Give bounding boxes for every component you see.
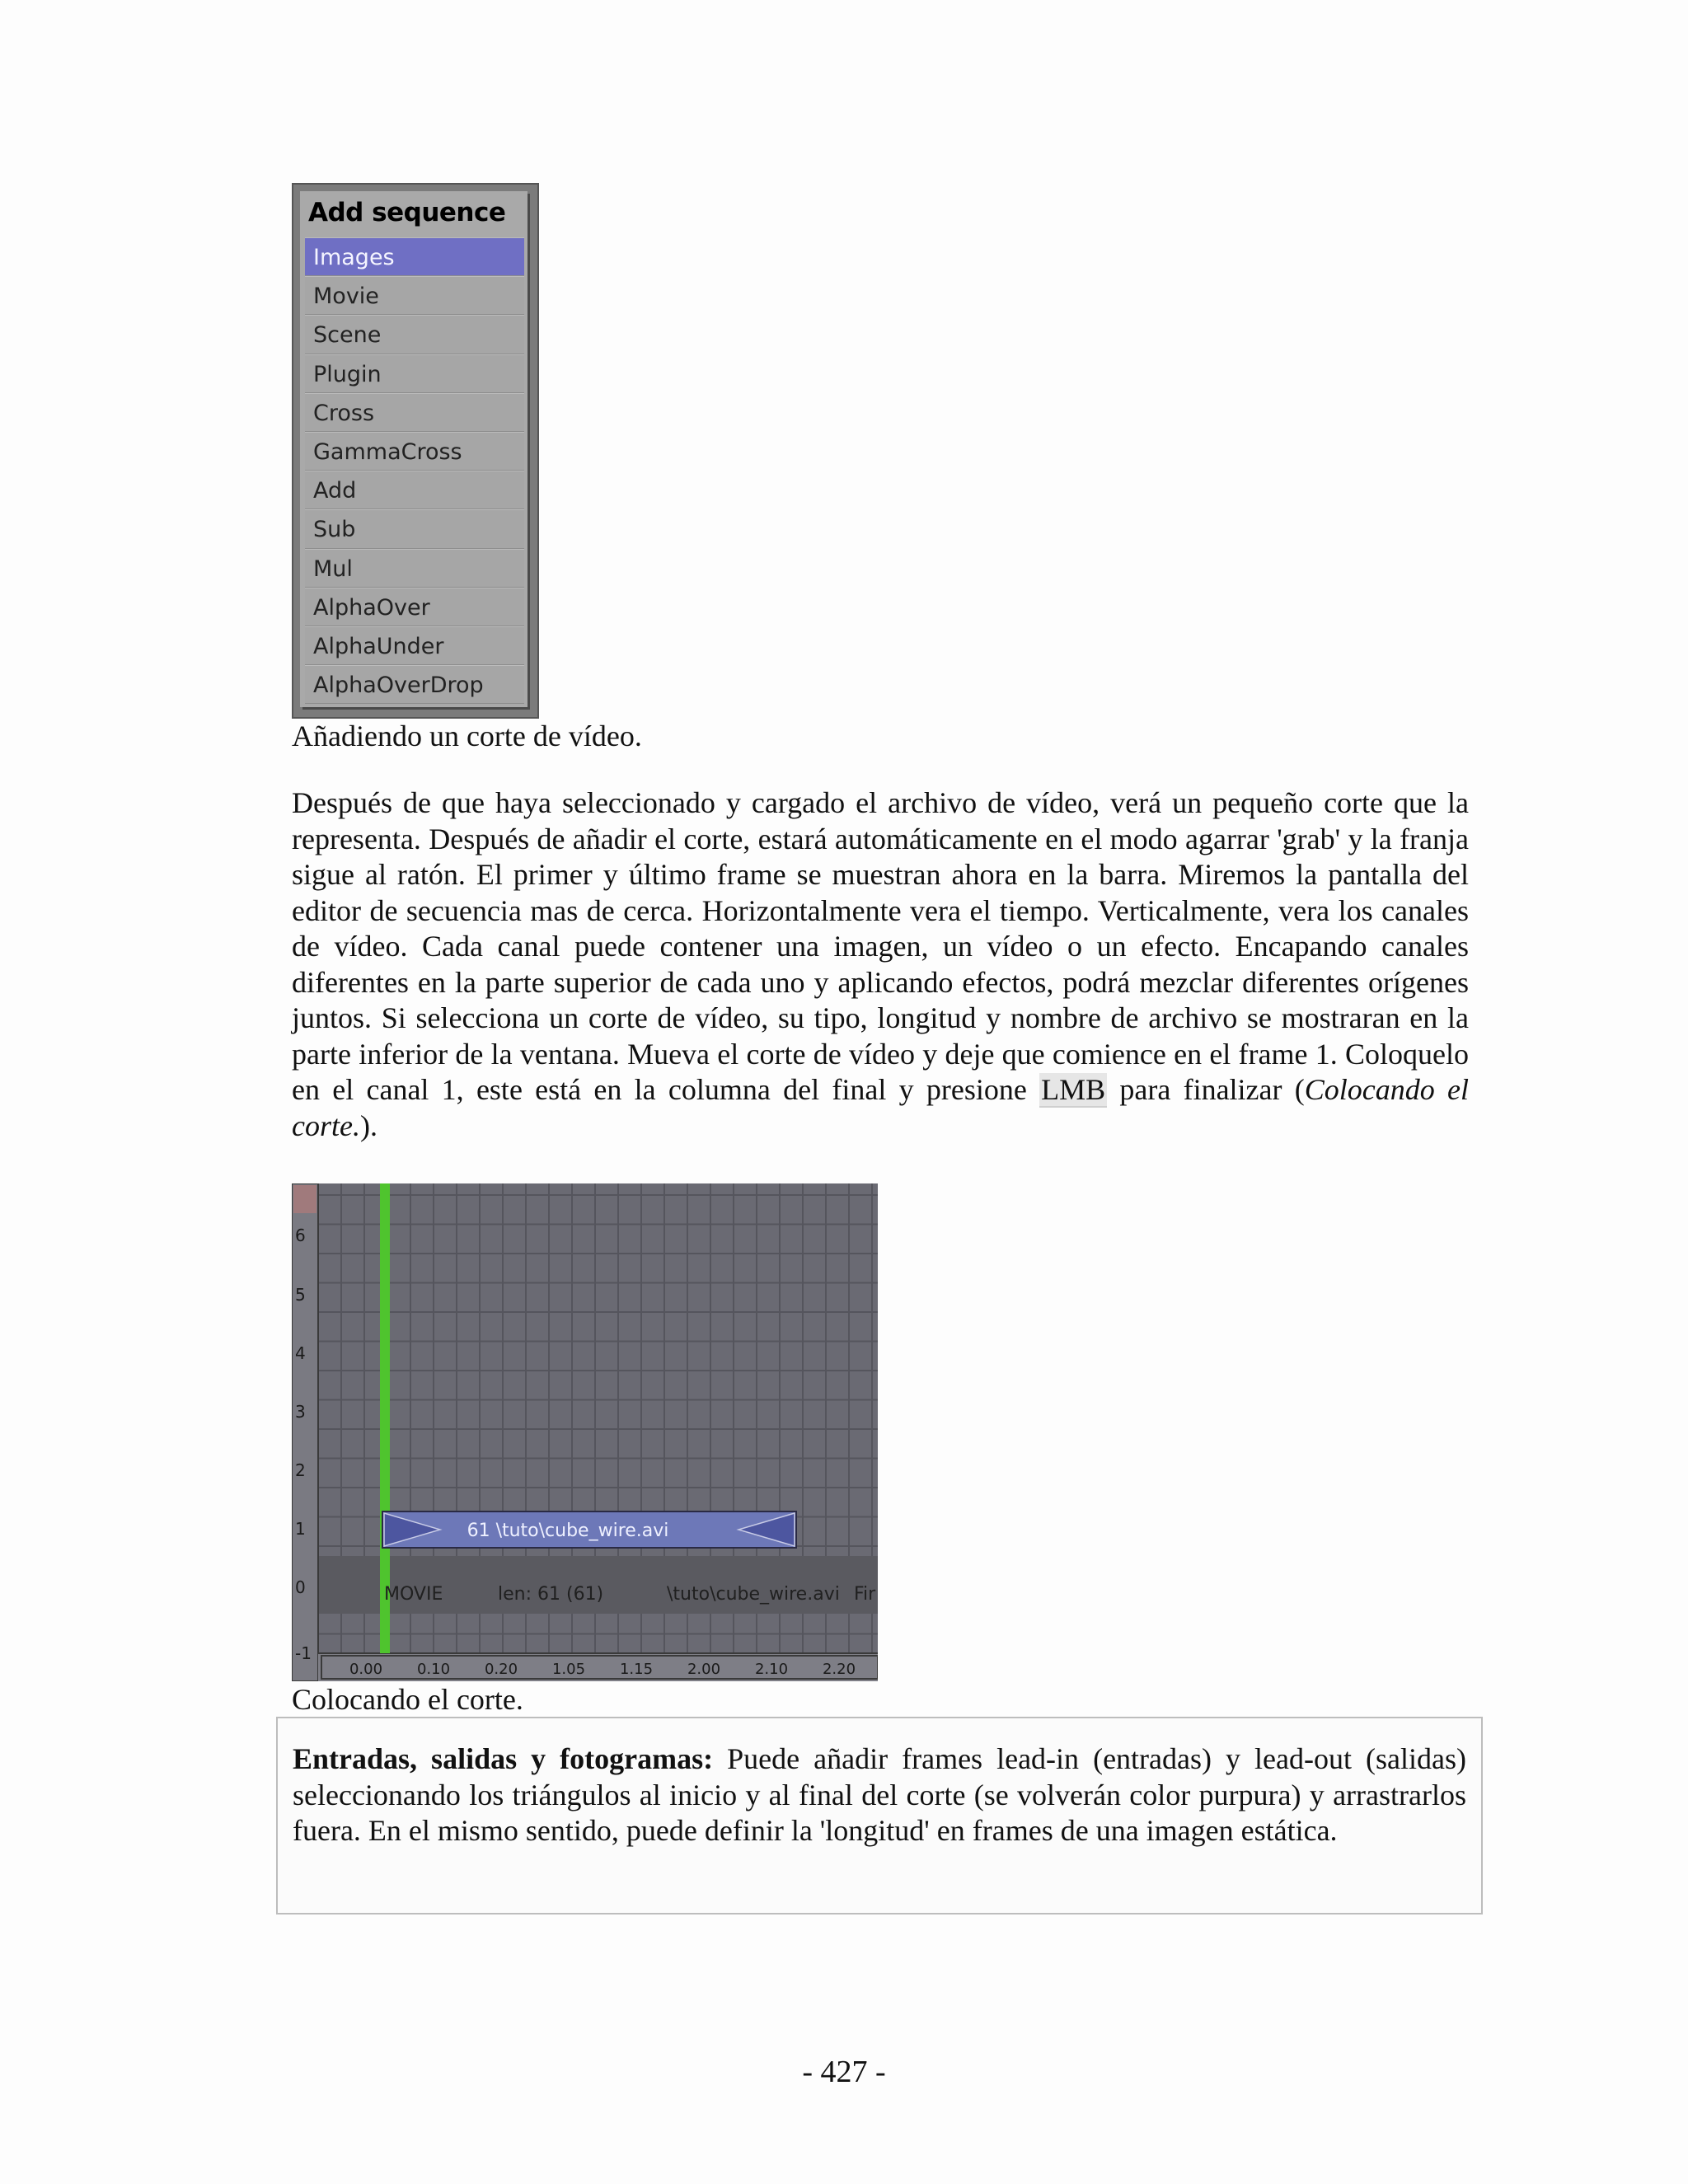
channel-label: 1 bbox=[295, 1519, 306, 1539]
time-label: 2.00 bbox=[687, 1661, 721, 1678]
channel-label: 3 bbox=[295, 1402, 306, 1422]
time-label: 1.05 bbox=[551, 1661, 586, 1678]
menu-title: Add sequence bbox=[308, 198, 506, 227]
channel-label: 0 bbox=[295, 1577, 306, 1597]
menu-item-movie[interactable]: Movie bbox=[305, 276, 524, 315]
menu-items bbox=[305, 237, 524, 704]
body-paragraph bbox=[292, 785, 1469, 1144]
channel-label: 4 bbox=[295, 1343, 306, 1363]
time-label: 2.20 bbox=[822, 1661, 856, 1678]
menu-item-images[interactable]: Images bbox=[305, 237, 524, 276]
note-box bbox=[276, 1717, 1483, 1915]
channel-label: -1 bbox=[295, 1643, 312, 1663]
sequence-editor[interactable] bbox=[292, 1183, 878, 1681]
time-label: 1.15 bbox=[619, 1661, 654, 1678]
time-label: 0.00 bbox=[349, 1661, 383, 1678]
menu-item-alphaover[interactable]: AlphaOver bbox=[305, 588, 524, 626]
channel-ruler bbox=[292, 1183, 318, 1681]
figure-caption-2: Colocando el corte. bbox=[292, 1683, 523, 1716]
menu-item-alphaunder[interactable]: AlphaUnder bbox=[305, 626, 524, 665]
figure-caption-1: Añadiendo un corte de vídeo. bbox=[292, 719, 642, 752]
menu-item-cross[interactable]: Cross bbox=[305, 393, 524, 432]
info-filename: \tuto\cube_wire.avi bbox=[667, 1584, 840, 1605]
menu-item-mul[interactable]: Mul bbox=[305, 549, 524, 588]
time-label: 0.20 bbox=[484, 1661, 518, 1678]
note-label: Entradas, salidas y fotogramas: bbox=[293, 1742, 714, 1775]
info-more: Fir bbox=[854, 1584, 876, 1605]
note-body: Puede añadir frames lead-in (entradas) y lead-out (salidas) seleccionando los triángulos al inicio y al final del corte (se volverán color purpura) y arrastrarlos fuera. En el mismo sentido, puede definir la 'longitud' en frames de una imagen estática. bbox=[293, 1742, 1466, 1847]
lmb-key: LMB bbox=[1041, 1073, 1106, 1106]
time-ruler bbox=[318, 1653, 878, 1681]
menu-item-alphaoverdrop[interactable]: AlphaOverDrop bbox=[305, 665, 524, 704]
menu-item-scene[interactable]: Scene bbox=[305, 315, 524, 354]
paragraph-after: para finalizar ( bbox=[1107, 1073, 1305, 1106]
ruler-top-marker bbox=[293, 1185, 316, 1213]
page-number: - 427 - bbox=[802, 2055, 886, 2089]
time-label: 0.10 bbox=[416, 1661, 451, 1678]
movie-strip bbox=[382, 1511, 796, 1548]
strip-label: 61 \tuto\cube_wire.avi bbox=[467, 1521, 669, 1541]
menu-item-plugin[interactable]: Plugin bbox=[305, 354, 524, 393]
paragraph-end: ). bbox=[359, 1108, 377, 1142]
time-label: 2.10 bbox=[754, 1661, 789, 1678]
channel-label: 2 bbox=[295, 1460, 306, 1480]
info-type: MOVIE bbox=[384, 1584, 443, 1605]
channel-label: 6 bbox=[295, 1226, 306, 1245]
paragraph-text: Después de que haya seleccionado y cargado el archivo de vídeo, verá un pequeño corte que la representa. Después de añadir el corte, estará automáticamente en el modo agarrar 'grab' y la franja sigue al ratón. El primer y último frame se muestran ahora en la barra. Miremos la pantalla del editor de secuencia mas de cerca. Horizontalmente vera el tiempo. Verticalmente, vera los canales de vídeo. Cada canal puede contener una imagen, un vídeo o un efecto. Encapando canales diferentes en la parte superior de cada uno y aplicando efectos, podrá mezclar diferentes orígenes juntos. Si selecciona un corte de vídeo, su tipo, longitud y nombre de archivo se mostraran en la parte inferior de la ventana. Mueva el corte de vídeo y deje que comience en el frame 1. Coloquelo en el canal 1, este está en la columna del final y presione bbox=[292, 786, 1469, 1106]
add-sequence-menu bbox=[292, 183, 539, 719]
channel-label: 5 bbox=[295, 1285, 306, 1305]
menu-item-add[interactable]: Add bbox=[305, 471, 524, 509]
note-text bbox=[293, 1741, 1466, 1849]
menu-item-gammacross[interactable]: GammaCross bbox=[305, 432, 524, 471]
menu-item-sub[interactable]: Sub bbox=[305, 509, 524, 548]
menu-panel bbox=[300, 191, 528, 707]
figure-reference-link[interactable]: Colocando el corte. bbox=[292, 1073, 1469, 1142]
frame-cursor bbox=[380, 1183, 390, 1653]
info-length: len: 61 (61) bbox=[498, 1584, 604, 1605]
